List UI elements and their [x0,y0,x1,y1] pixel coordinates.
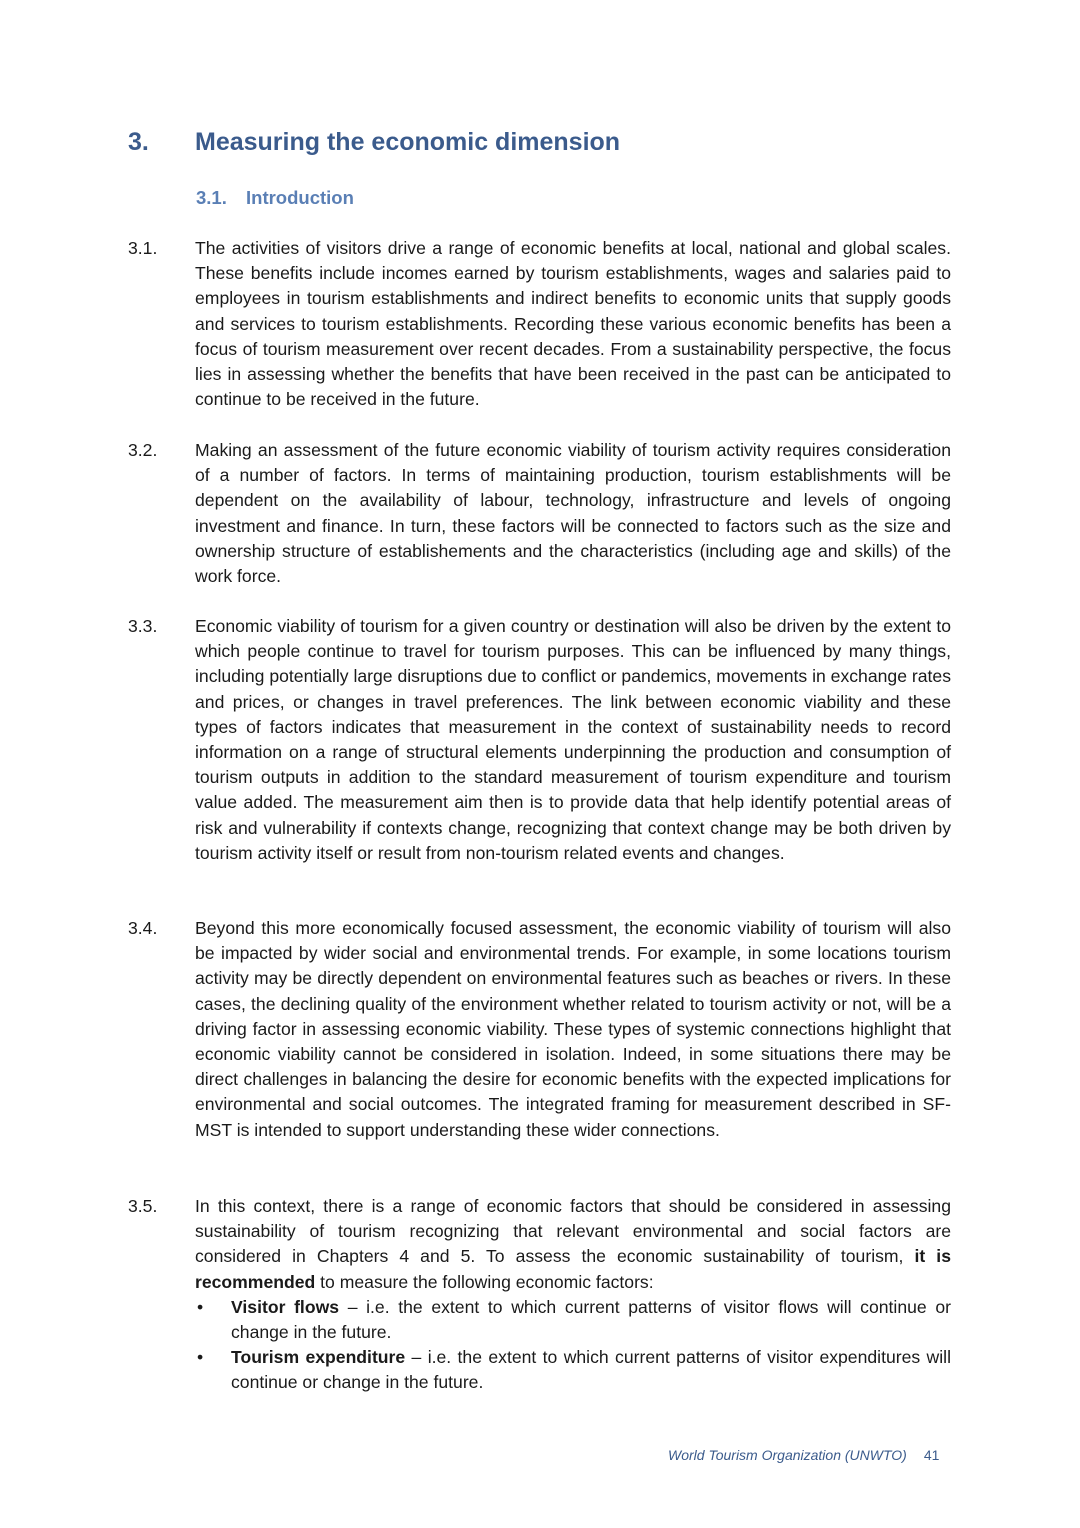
chapter-heading [128,128,928,157]
list-item-term: Visitor flows [231,1296,340,1317]
factor-list [195,1295,951,1396]
list-item-text [231,1345,951,1395]
text-segment: to measure the following economic factors: [315,1271,654,1292]
list-item-text [231,1295,951,1345]
footer-organization: World Tourism Organization (UNWTO) [668,1447,907,1463]
section-heading [196,187,354,209]
paragraph-3-1 [128,236,951,412]
paragraph-text: The activities of visitors drive a range of economic benefits at local, national and global scales. These benefits include incomes earned by tourism establishments, wages and salaries paid to employees in tourism establishments and indirect benefits to economic units that supply goods and services to tourism establishments. Recording these various economic benefits has been a focus of tourism measurement over recent decades. From a sustainability perspective, the focus lies in assessing whether the benefits that have been received in the past can be anticipated to continue to be received in the future. [195,238,951,410]
section-title: Introduction [246,187,354,208]
text-segment: In this context, there is a range of economic factors that should be considered in assessing sustainability of tourism recognizing that relevant environmental and social factors are considered in Chapters 4 and 5. To assess the economic sustainability of tourism, [195,1196,951,1267]
bullet-icon: • [197,1296,204,1317]
paragraph-3-4 [128,916,951,1143]
list-item-term: Tourism expenditure [231,1347,406,1368]
paragraph-text: Beyond this more economically focused assessment, the economic viability of tourism will also be impacted by wider social and environmental trends. For example, in some locations tourism activity may be directly dependent on environmental features such as beaches or rivers. In these cases, the declining quality of the environment whether related to tourism activity or not, will be a driving factor in assessing economic viability. These types of systemic connections highlight that economic viability cannot be considered in isolation. Indeed, in some situations there may be direct challenges in balancing the desire for economic benefits with the expected implications for environmental and social outcomes. The integrated framing for measurement described in SF-MST is intended to support understanding these wider connections. [195,918,951,1140]
paragraph-number: 3.1. [128,238,158,258]
paragraph-3-5 [128,1194,951,1396]
page-footer [668,1447,939,1463]
paragraph-number: 3.5. [128,1196,158,1216]
list-item [195,1295,951,1345]
paragraph-number: 3.4. [128,918,158,938]
paragraph-text: Economic viability of tourism for a given country or destination will also be driven by the extent to which people continue to travel for tourism purposes. This can be influenced by many things, including potentially large disruptions due to conflict or pandemics, movements in exchange rates and prices, or changes in travel preferences. The link between economic viability and these types of factors indicates that measurement in the context of sustainability needs to record information on a range of structural elements underpinning the production and consumption of tourism outputs in addition to the standard measurement of tourism expenditure and tourism value added. The measurement aim then is to provide data that help identify potential areas of risk and vulnerability if contexts change, recognizing that context change may be both driven by tourism activity itself or result from non-tourism related events and changes. [195,616,951,863]
paragraph-3-3 [128,614,951,866]
paragraph-body [195,1194,951,1396]
list-item-desc: – i.e. the extent to which current patterns of visitor flows will continue or change in the future. [231,1296,951,1343]
chapter-title: Measuring the economic dimension [195,128,621,156]
paragraph-text: Making an assessment of the future economic viability of tourism activity requires consideration of a number of factors. In terms of maintaining production, tourism establishments will be dependent on the availability of labour, technology, infrastructure and levels of ongoing investment and finance. In turn, these factors will be connected to factors such as the size and ownership structure of establishements and the characteristics (including age and skills) of the work force. [195,440,951,587]
list-item-desc: – i.e. the extent to which current patterns of visitor expenditures will continue or change in the future. [231,1347,951,1393]
paragraph-3-2 [128,438,951,589]
paragraph-text [195,1194,951,1295]
list-item [195,1345,951,1395]
bullet-icon: • [197,1347,204,1368]
page-number: 41 [923,1447,940,1463]
paragraph-number: 3.3. [128,616,158,636]
emphasis-text: it is recommended [195,1246,951,1292]
chapter-number: 3. [128,128,149,156]
paragraph-number: 3.2. [128,440,158,460]
section-number: 3.1. [196,187,227,208]
